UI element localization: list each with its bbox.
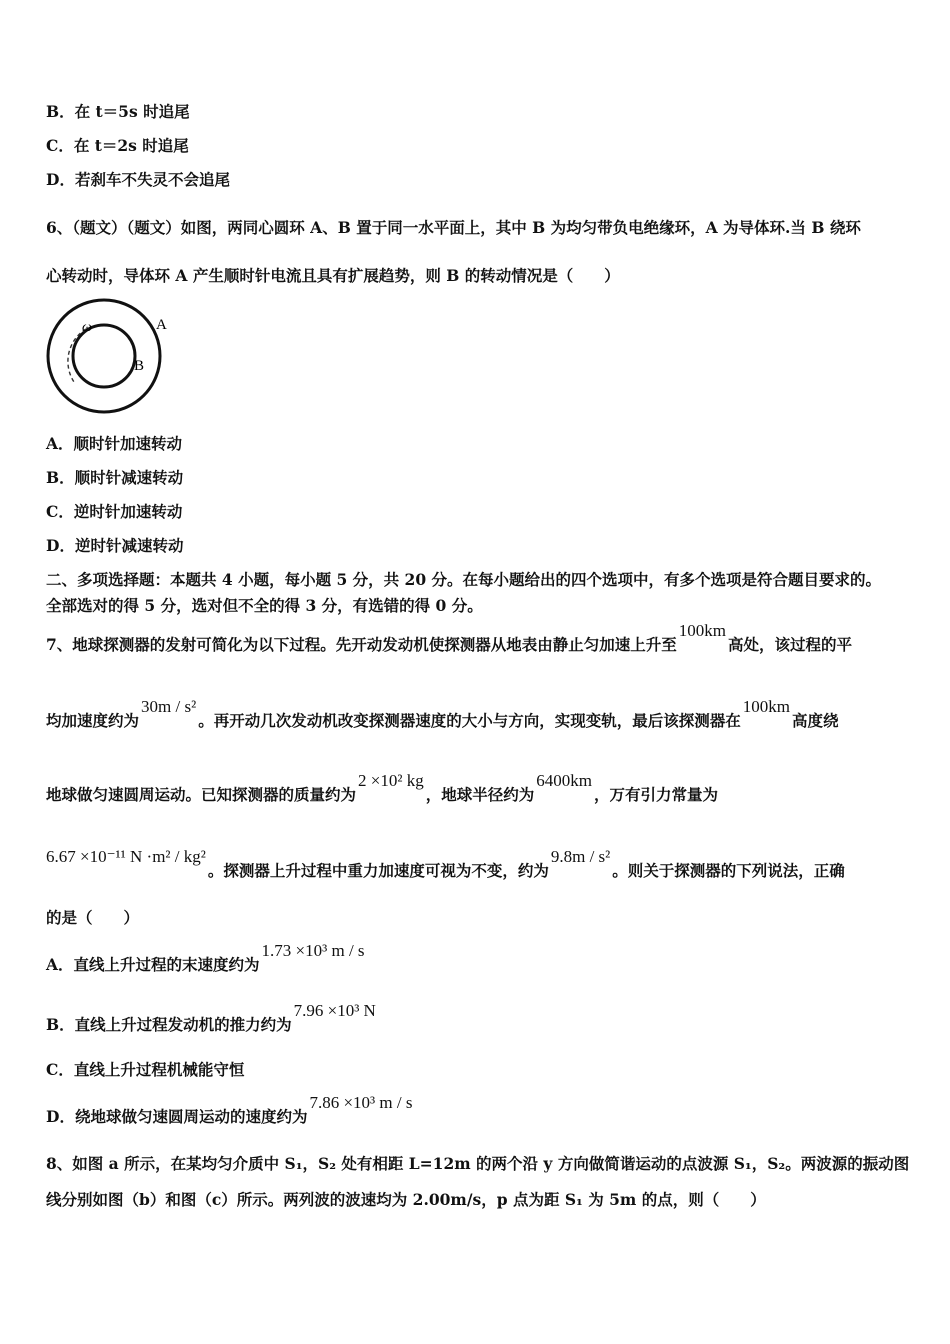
q6-option-d: D．逆时针减速转动 [46,536,184,555]
q7-option-d-math: 7.86 ×10³ m / s [309,1093,413,1112]
q7-acc-math: 30m / s² [141,697,197,716]
q5-option-c: C．在 t＝2s 时追尾 [46,136,189,155]
q7-option-a-text: A．直线上升过程的末速度约为 [46,955,260,974]
q7-option-d-text: D．绕地球做匀速圆周运动的速度约为 [46,1107,308,1126]
q5-option-d: D．若刹车不失灵不会追尾 [46,170,230,189]
q6-option-c: C．逆时针加速转动 [46,502,183,521]
ring-a [48,300,160,412]
omega-label: ω [82,320,92,335]
q7-text: 7、地球探测器的发射可简化为以下过程。先开动发动机使探测器从地表由静止匀加速上升至 [46,635,677,654]
q7-text: 。探测器上升过程中重力加速度可视为不变，约为 [207,861,549,880]
q7-line5: 的是（ ） [46,908,140,927]
q7-text: 。则关于探测器的下列说法，正确 [612,861,845,880]
ring-a-label: A [156,317,167,333]
q7-line4 [46,847,906,880]
q7-option-d [46,1093,906,1126]
rotation-arc [68,329,86,382]
q7-option-b-text: B．直线上升过程发动机的推力约为 [46,1015,292,1034]
q6-option-a: A．顺时针加速转动 [46,434,183,453]
q7-line1 [46,621,906,654]
section2-heading-line2: 全部选对的得 5 分，选对但不全的得 3 分，有选错的得 0 分。 [46,596,483,615]
q7-text: 地球做匀速圆周运动。已知探测器的质量约为 [46,785,357,804]
q7-text: 高度绕 [791,711,839,730]
q7-line2 [46,697,906,730]
q7-height2-math: 100km [742,697,790,716]
q7-height-math: 100km [678,621,727,640]
q8-stem-line1: 8、如图 a 所示，在某均匀介质中 S₁，S₂ 处有相距 L=12m 的两个沿 y 方向做简谐运动的点波源 S₁，S₂。两波源的振动图 [46,1154,910,1173]
q7-option-b [46,1001,906,1034]
section2-heading-line1: 二、多项选择题：本题共 4 小题，每小题 5 分，共 20 分。在每小题给出的四个选项中，有多个选项是符合题目要求的。 [46,570,882,589]
q7-text: 高处，该过程的平 [728,635,853,654]
q7-text: ，地球半径约为 [425,785,535,804]
q7-mass-math: 2 ×10² kg [358,771,424,790]
q8-stem-line2: 线分别如图（b）和图（c）所示。两列波的波速均为 2.00m/s，p 点为距 S₁ 为 5m 的点，则（ ） [46,1190,766,1209]
q7-option-a [46,941,906,974]
q6-option-b: B．顺时针减速转动 [46,468,184,487]
q7-option-c: C．直线上升过程机械能守恒 [46,1060,245,1079]
concentric-rings-diagram [44,298,180,416]
q7-option-a-math: 1.73 ×10³ m / s [261,941,365,960]
q5-option-b: B．在 t＝5s 时追尾 [46,102,190,121]
q7-text: 均加速度约为 [46,711,140,730]
q7-radius-math: 6400km [536,771,592,790]
q7-text: 。再开动几次发动机改变探测器速度的大小与方向，实现变轨，最后该探测器在 [198,711,741,730]
q7-option-b-math: 7.96 ×10³ N [293,1001,376,1020]
q7-g-const-math: 6.67 ×10⁻¹¹ N ·m² / kg² [46,847,206,866]
q6-stem-line2: 心转动时，导体环 A 产生顺时针电流且具有扩展趋势，则 B 的转动情况是（ ） [46,266,620,285]
q6-stem-line1: 6、（题文）（题文）如图，两同心圆环 A、B 置于同一水平面上，其中 B 为均匀带负电绝缘环，A 为导体环.当 B 绕环 [46,218,861,237]
q7-line3 [46,771,906,804]
q7-gravity-math: 9.8m / s² [550,847,611,866]
q7-text: ，万有引力常量为 [593,785,718,804]
ring-b-label: B [134,358,145,374]
